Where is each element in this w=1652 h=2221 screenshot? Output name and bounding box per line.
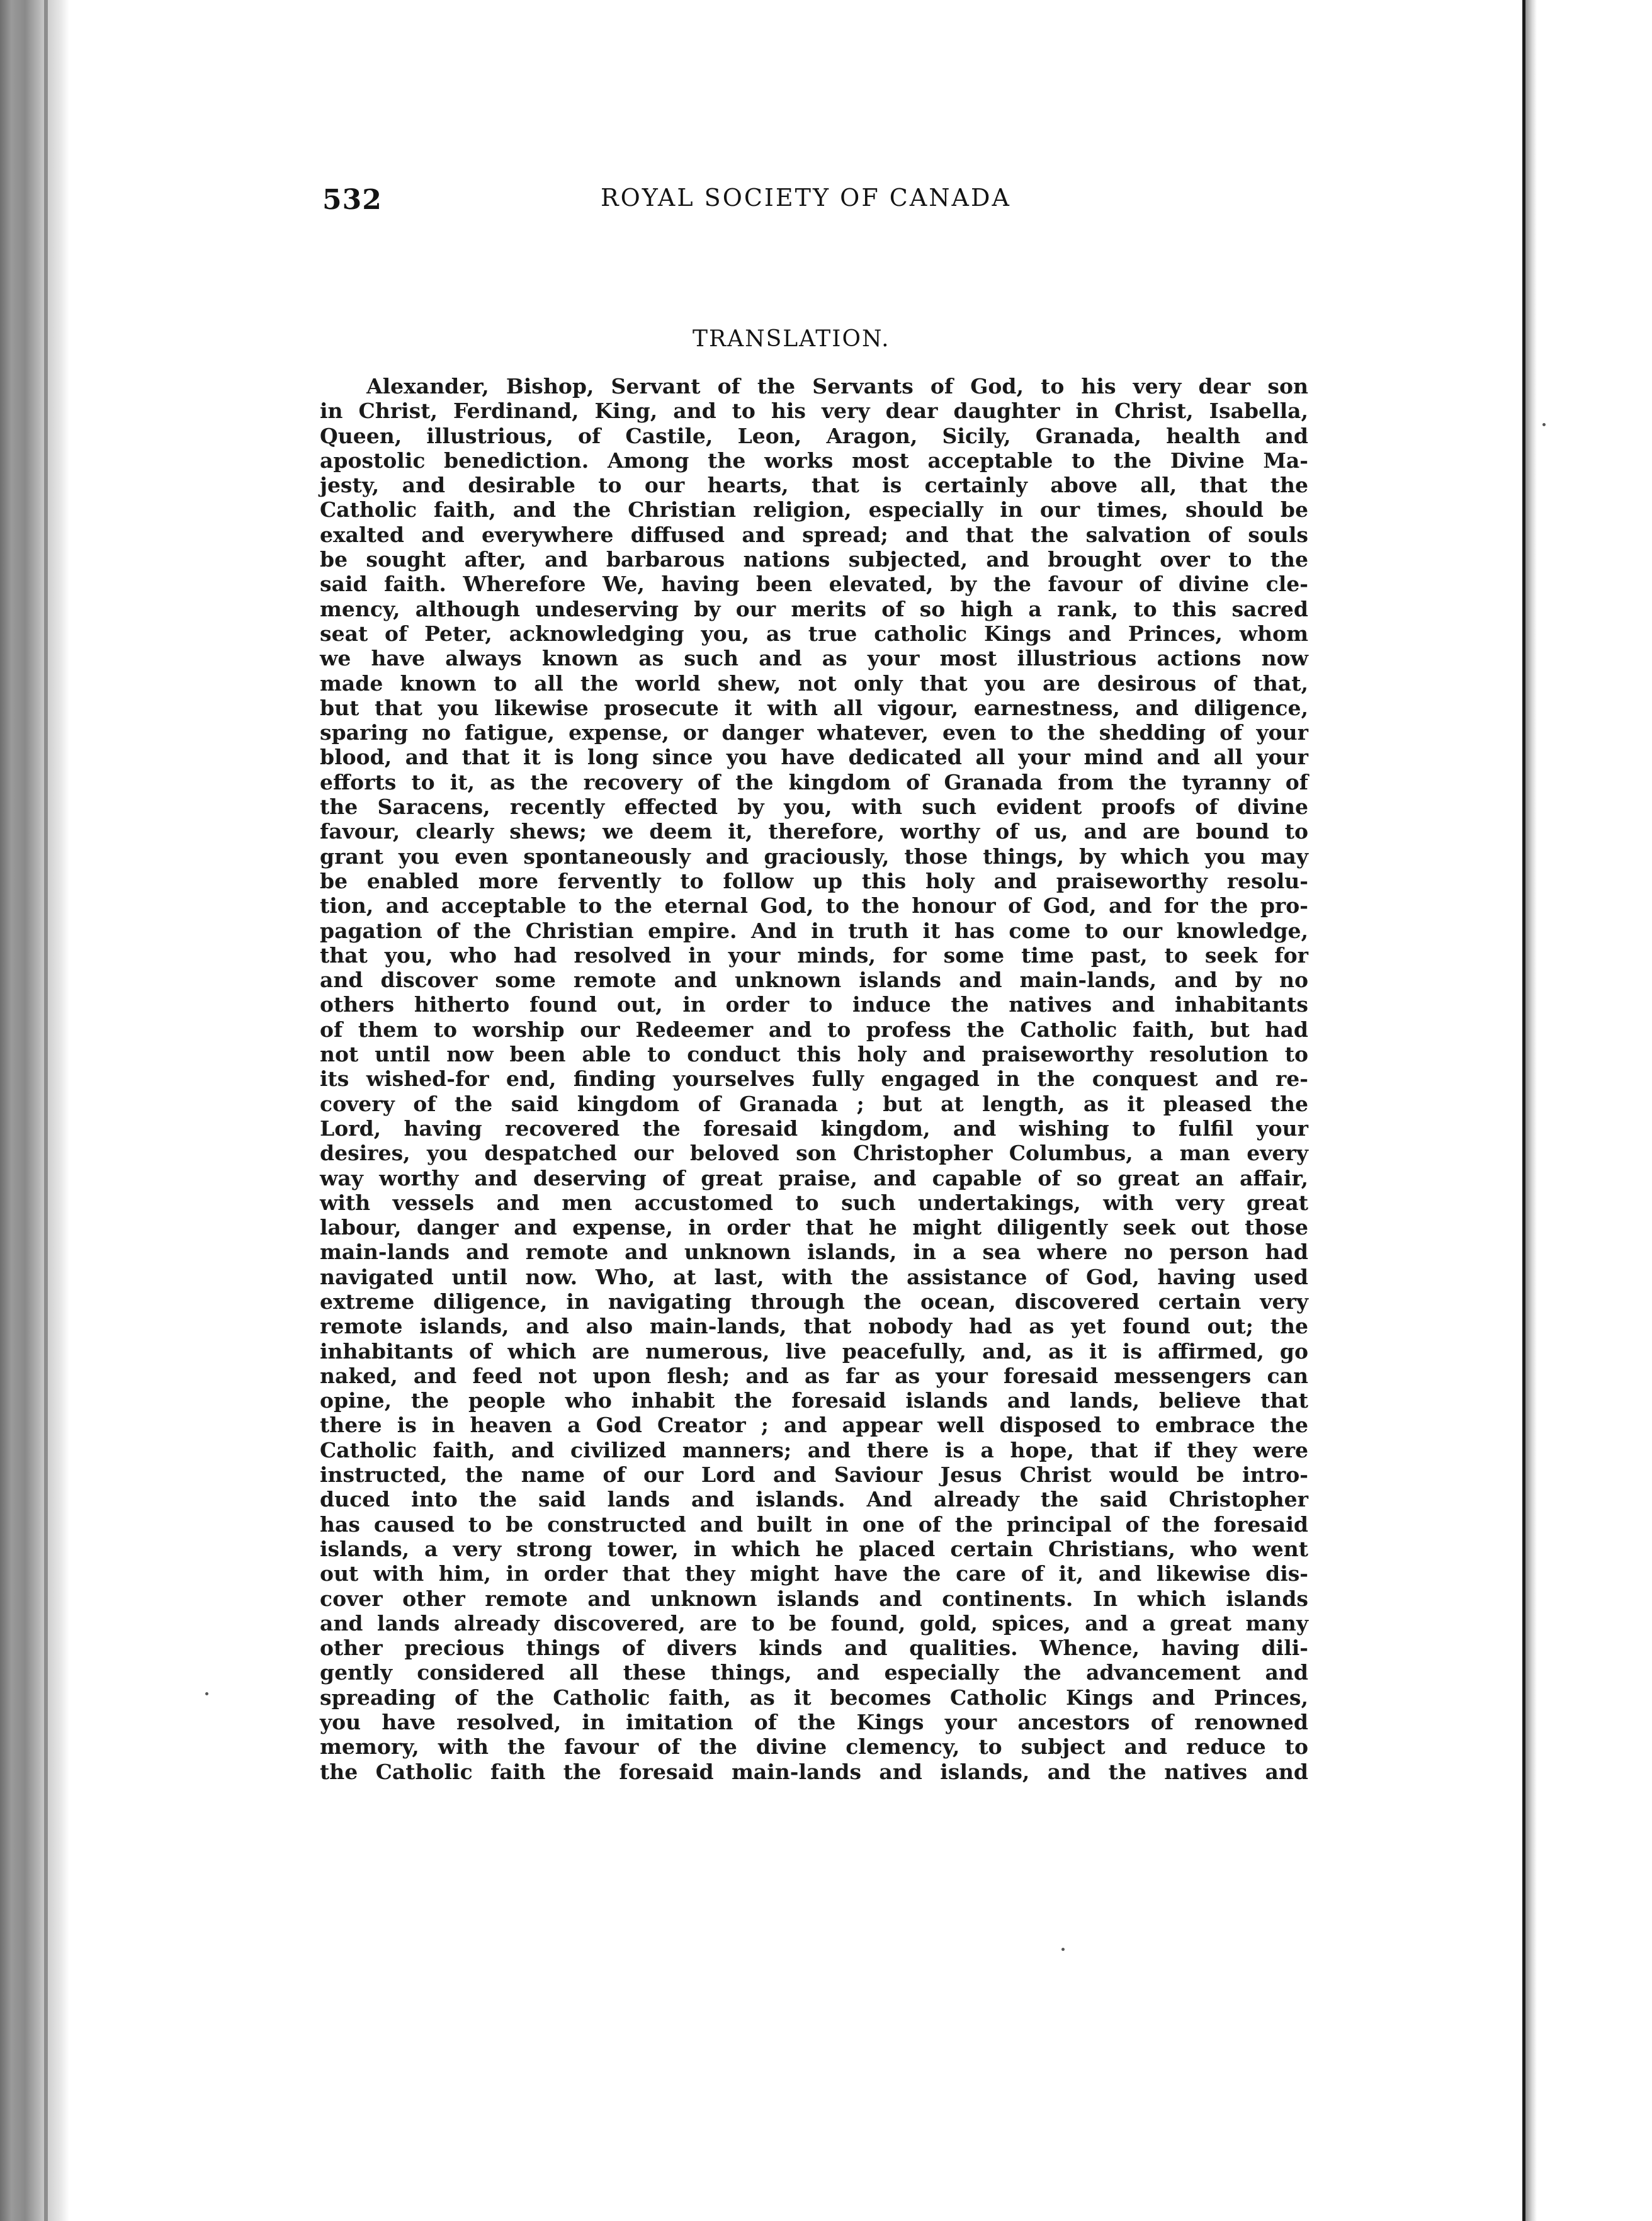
text-line: jesty, and desirable to our hearts, that is certainly above all, that the: [320, 473, 1308, 498]
text-line: in Christ, Ferdinand, King, and to his very dear daughter in Christ, Isabella,: [320, 398, 1308, 424]
text-line: the Saracens, recently effected by you, with such evident proofs of divine: [320, 794, 1308, 820]
text-line: and lands already discovered, are to be found, gold, spices, and a great many: [320, 1610, 1308, 1636]
text-line: apostolic benediction. Among the works most acceptable to the Divine Ma-: [320, 448, 1308, 473]
text-line: grant you even spontaneously and graciously, those things, by which you may: [320, 844, 1308, 869]
text-line: and discover some remote and unknown islands and main-lands, and by no: [320, 968, 1308, 993]
text-line: be sought after, and barbarous nations subjected, and brought over to the: [320, 547, 1308, 572]
page-edge-shadow: [1525, 0, 1537, 2221]
text-line: seat of Peter, acknowledging you, as true catholic Kings and Princes, whom: [320, 621, 1308, 646]
text-line: we have always known as such and as your most illustrious actions now: [320, 646, 1308, 671]
scan-speck: [205, 1692, 208, 1695]
text-line: gently considered all these things, and especially the advancement and: [320, 1660, 1308, 1685]
text-line: made known to all the world shew, not only that you are desirous of that,: [320, 670, 1308, 696]
text-line: tion, and acceptable to the eternal God, to the honour of God, and for the pro-: [320, 893, 1308, 918]
text-line: spreading of the Catholic faith, as it becomes Catholic Kings and Princes,: [320, 1685, 1308, 1710]
text-line: of them to worship our Redeemer and to profess the Catholic faith, but had: [320, 1017, 1308, 1042]
text-line: not until now been able to conduct this holy and praiseworthy resolution to: [320, 1042, 1308, 1067]
text-line: efforts to it, as the recovery of the kingdom of Granada from the tyranny of: [320, 769, 1308, 794]
text-line: others hitherto found out, in order to induce the natives and inhabitants: [320, 992, 1308, 1017]
text-line: Lord, having recovered the foresaid kingdom, and wishing to fulfil your: [320, 1116, 1308, 1141]
text-line: favour, clearly shews; we deem it, therefore, worthy of us, and are bound to: [320, 819, 1308, 844]
text-line: Catholic faith, and the Christian religion, especially in our times, should be: [320, 497, 1308, 523]
text-line: desires, you despatched our beloved son Christopher Columbus, a man every: [320, 1141, 1308, 1166]
text-line: there is in heaven a God Creator ; and appear well disposed to embrace the: [320, 1413, 1308, 1438]
text-line: opine, the people who inhabit the foresaid islands and lands, believe that: [320, 1388, 1308, 1413]
section-title: TRANSLATION.: [693, 326, 890, 352]
binding-shadow: [44, 0, 48, 2221]
running-title: ROYAL SOCIETY OF CANADA: [601, 184, 1011, 212]
facing-page-edge: [1517, 0, 1652, 2221]
text-line: mency, although undeserving by our merits of so high a rank, to this sacred: [320, 596, 1308, 621]
text-line: be enabled more fervently to follow up this holy and praiseworthy resolu-: [320, 868, 1308, 893]
body-paragraph: [320, 374, 1308, 1784]
text-line: labour, danger and expense, in order that he might diligently seek out those: [320, 1215, 1308, 1240]
text-line: covery of the said kingdom of Granada ; but at length, as it pleased the: [320, 1091, 1308, 1116]
page-number: 532: [322, 184, 382, 216]
text-line: that you, who had resolved in your minds, for some time past, to seek for: [320, 942, 1308, 968]
text-line: its wished-for end, finding yourselves fully engaged in the conquest and re-: [320, 1066, 1308, 1092]
scan-speck: [1061, 1948, 1065, 1951]
text-line: but that you likewise prosecute it with all vigour, earnestness, and diligence,: [320, 695, 1308, 720]
page-gutter-left: [0, 0, 69, 2221]
text-line: other precious things of divers kinds and qualities. Whence, having dili-: [320, 1636, 1308, 1661]
text-line: Catholic faith, and civilized manners; and there is a hope, that if they were: [320, 1437, 1308, 1462]
text-line: blood, and that it is long since you have dedicated all your mind and all your: [320, 745, 1308, 770]
text-line: cover other remote and unknown islands and continents. In which islands: [320, 1586, 1308, 1611]
text-line: naked, and feed not upon flesh; and as far as your foresaid messengers can: [320, 1363, 1308, 1388]
text-line: duced into the said lands and islands. And already the said Christopher: [320, 1487, 1308, 1512]
text-line: exalted and everywhere diffused and spread; and that the salvation of souls: [320, 522, 1308, 547]
text-line: way worthy and deserving of great praise, and capable of so great an affair,: [320, 1165, 1308, 1190]
scan-speck: [1542, 423, 1546, 426]
text-line: memory, with the favour of the divine clemency, to subject and reduce to: [320, 1734, 1308, 1760]
text-line: with vessels and men accustomed to such undertakings, with very great: [320, 1190, 1308, 1215]
text-line: extreme diligence, in navigating through the ocean, discovered certain very: [320, 1289, 1308, 1314]
text-line: said faith. Wherefore We, having been elevated, by the favour of divine cle-: [320, 572, 1308, 597]
text-line: navigated until now. Who, at last, with the assistance of God, having used: [320, 1264, 1308, 1289]
text-line: out with him, in order that they might have the care of it, and likewise dis-: [320, 1561, 1308, 1586]
text-line: main-lands and remote and unknown islands, in a sea where no person had: [320, 1240, 1308, 1265]
text-line: inhabitants of which are numerous, live peacefully, and, as it is affirmed, go: [320, 1338, 1308, 1364]
text-line: islands, a very strong tower, in which he placed certain Christians, who went: [320, 1536, 1308, 1561]
text-line: the Catholic faith the foresaid main-lands and islands, and the natives and: [320, 1759, 1308, 1784]
text-line: sparing no fatigue, expense, or danger whatever, even to the shedding of your: [320, 720, 1308, 745]
text-line: instructed, the name of our Lord and Saviour Jesus Christ would be intro-: [320, 1462, 1308, 1488]
text-line: Queen, illustrious, of Castile, Leon, Aragon, Sicily, Granada, health and: [320, 423, 1308, 448]
text-line: you have resolved, in imitation of the Kings your ancestors of renowned: [320, 1710, 1308, 1735]
text-line: has caused to be constructed and built in one of the principal of the foresaid: [320, 1512, 1308, 1537]
text-line: Alexander, Bishop, Servant of the Servants of God, to his very dear son: [366, 374, 1308, 398]
text-line: remote islands, and also main-lands, that nobody had as yet found out; the: [320, 1314, 1308, 1339]
text-line: pagation of the Christian empire. And in truth it has come to our knowledge,: [320, 918, 1308, 943]
